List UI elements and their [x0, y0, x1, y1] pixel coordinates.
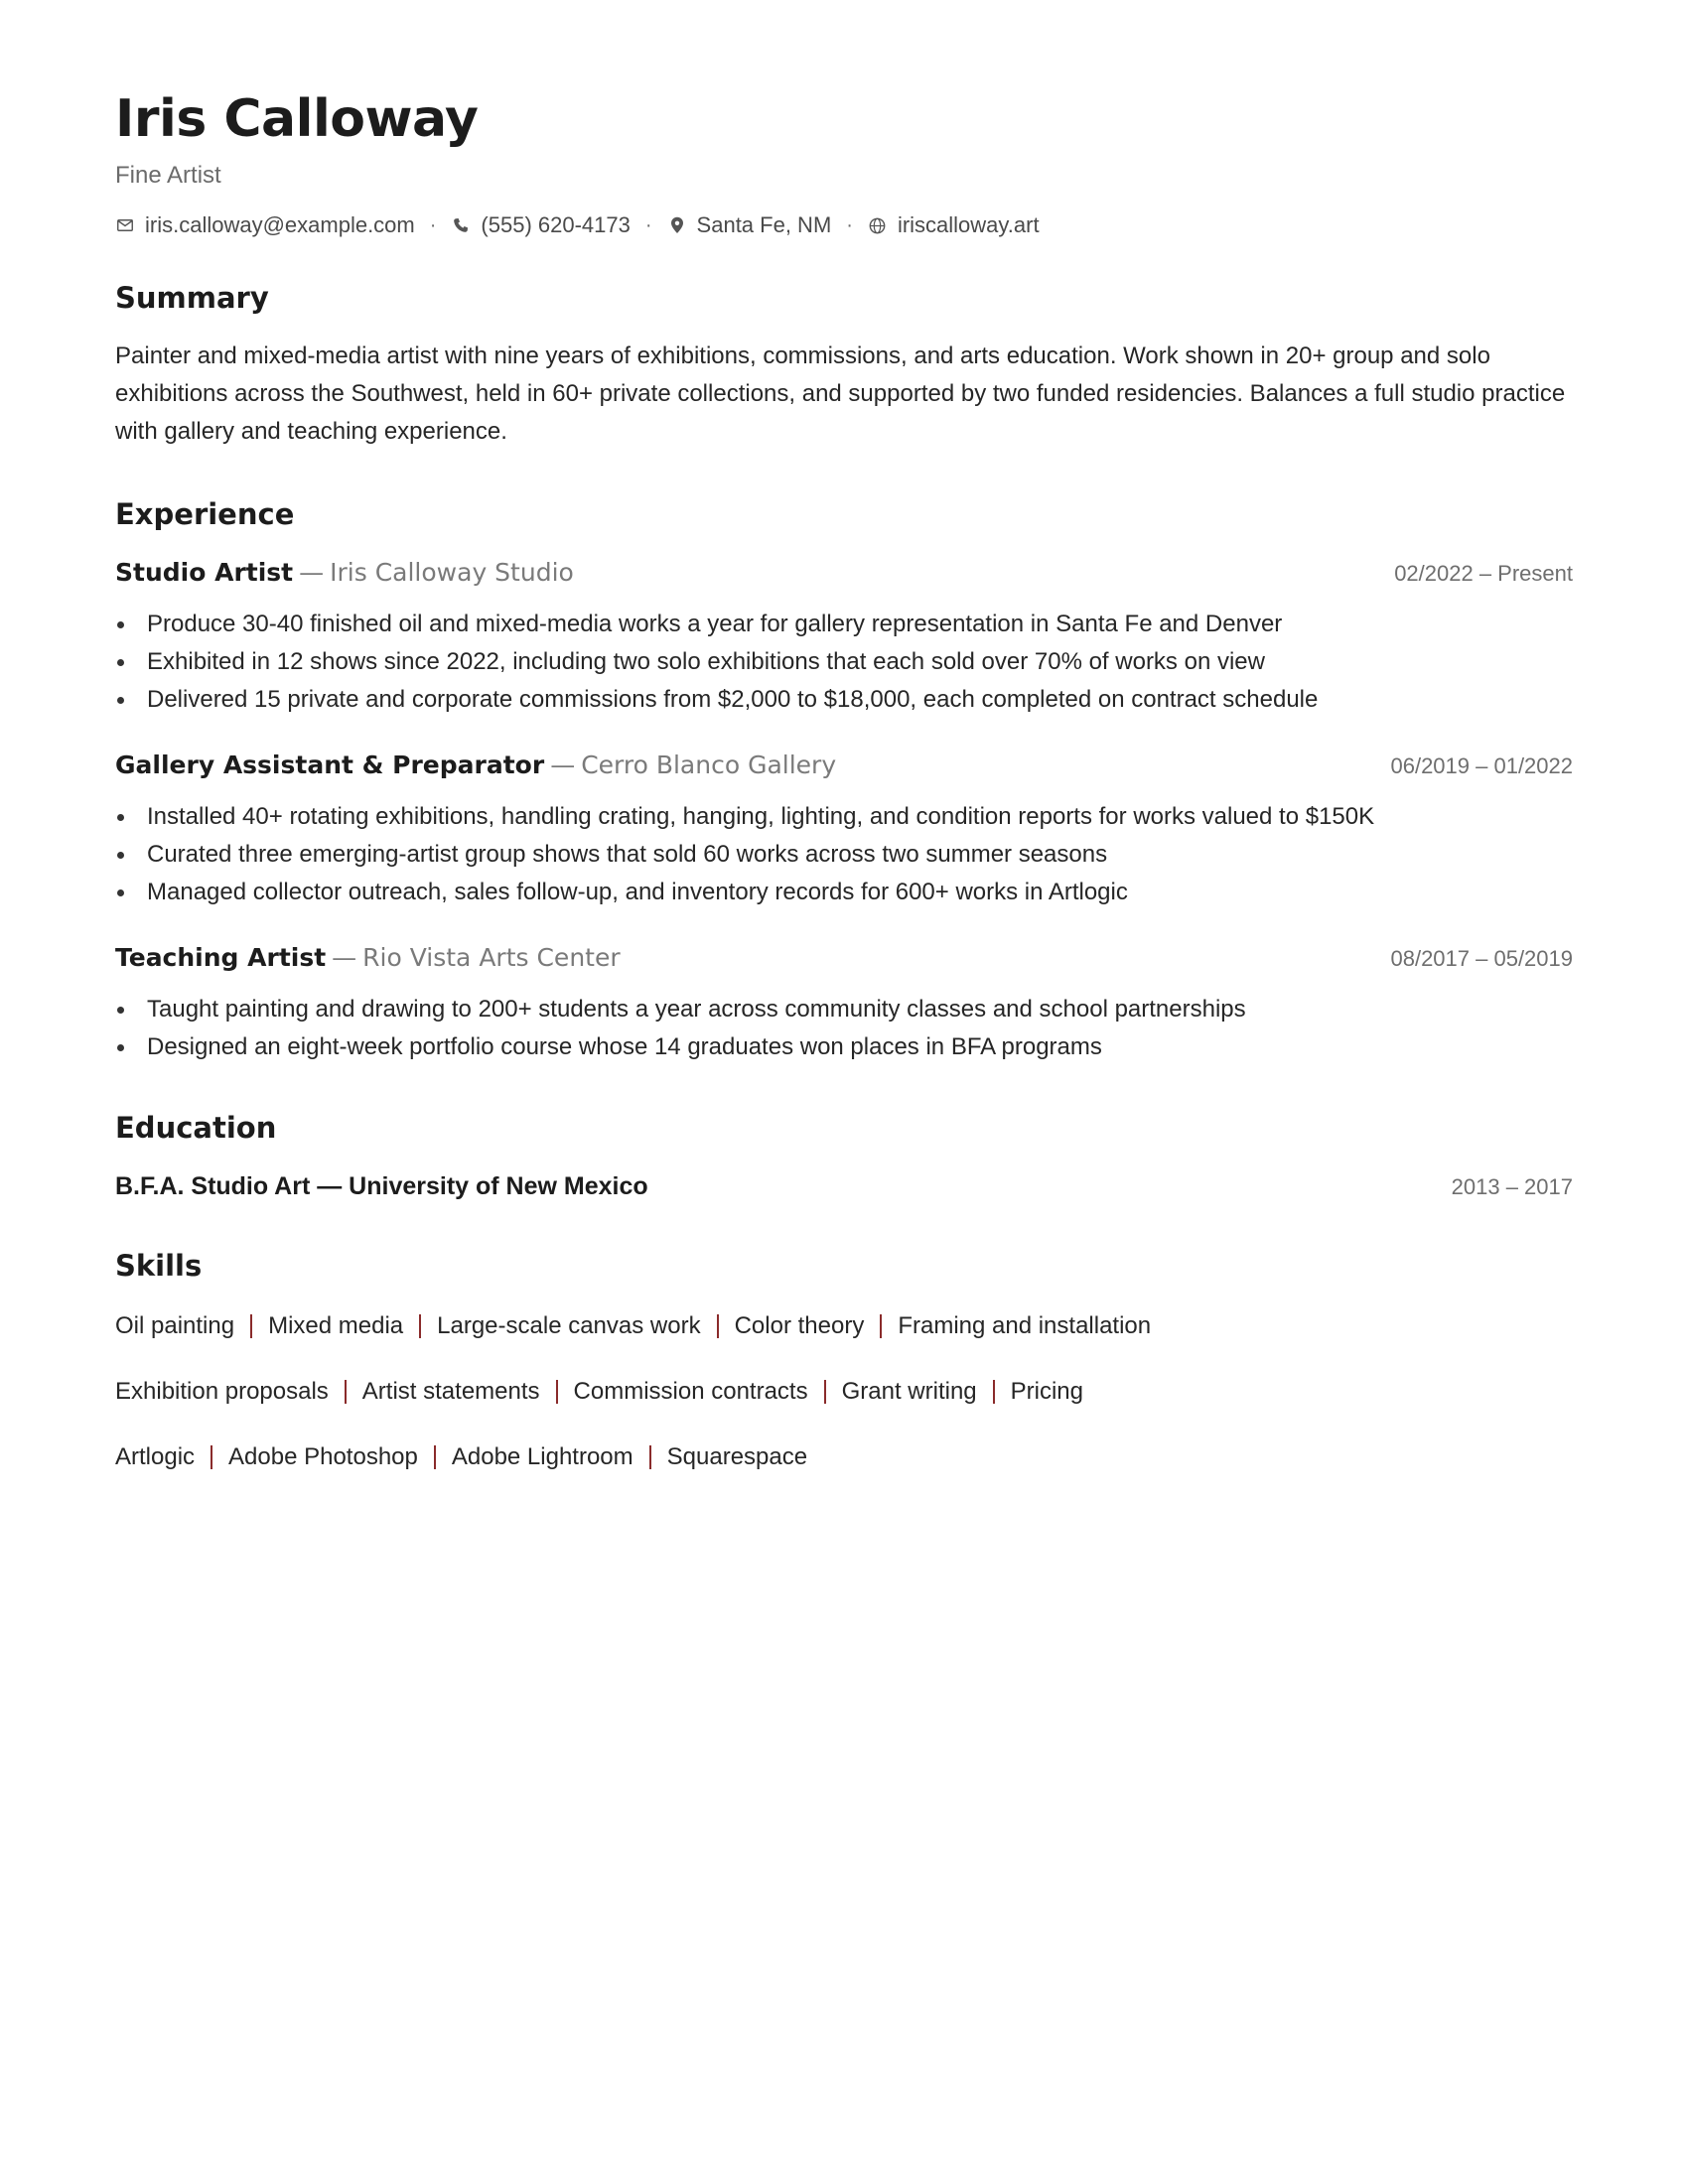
bullet-dot: [117, 697, 124, 704]
bullet-text: Exhibited in 12 shows since 2022, including two solo exhibitions that each sold over 70% of works on view: [147, 648, 1265, 675]
skill-separator: [880, 1314, 882, 1338]
job-bullets: [115, 606, 1573, 719]
job-header: [115, 941, 1573, 979]
job-dates: 02/2022 – Present: [1394, 561, 1573, 586]
contact-website[interactable]: [868, 210, 1040, 240]
job-title: Studio Artist: [115, 558, 294, 587]
skill-separator: [993, 1380, 995, 1404]
skill-separator: [345, 1380, 347, 1404]
bullet-dot: [117, 1044, 124, 1051]
job-dates: 06/2019 – 01/2022: [1390, 753, 1573, 778]
contact-email[interactable]: [115, 210, 415, 240]
skill-item: Adobe Lightroom: [451, 1443, 633, 1470]
job-entry: [115, 941, 1573, 1066]
education-entry: [115, 1169, 1573, 1204]
bullet-text: Curated three emerging-artist group shows that sold 60 works across two summer seasons: [147, 841, 1108, 868]
job-separator: —: [332, 943, 357, 972]
bullet-dot: [117, 852, 124, 859]
bullet-dot: [117, 1007, 124, 1014]
skills-row: [115, 1375, 1573, 1409]
job-organization: Cerro Blanco Gallery: [581, 751, 837, 779]
skills-row: [115, 1440, 1573, 1474]
job-bullet: [147, 643, 1573, 681]
job-dates: 08/2017 – 05/2019: [1390, 946, 1573, 971]
job-title: Teaching Artist: [115, 943, 327, 972]
job-header: [115, 749, 1573, 786]
job-header: [115, 556, 1573, 594]
education-heading: Education: [115, 1111, 277, 1145]
job-entry: [115, 556, 1573, 719]
skills-heading: Skills: [115, 1249, 203, 1283]
skill-item: Framing and installation: [898, 1312, 1152, 1339]
website-text: iriscalloway.art: [897, 212, 1040, 237]
bullet-text: Produce 30-40 finished oil and mixed-media works a year for gallery representation in Santa Fe and Denver: [147, 611, 1283, 637]
skill-item: Artist statements: [361, 1378, 540, 1405]
job-bullet: [147, 798, 1573, 836]
job-entry: [115, 749, 1573, 911]
job-bullet: [147, 606, 1573, 643]
education-dates: 2013 – 2017: [1451, 1174, 1573, 1199]
skill-item: Pricing: [1010, 1378, 1083, 1405]
job-separator: —: [550, 751, 576, 779]
skill-separator: [556, 1380, 558, 1404]
skill-separator: [824, 1380, 826, 1404]
job-bullet: [147, 836, 1573, 874]
job-bullets: [115, 991, 1573, 1066]
skill-item: Mixed media: [268, 1312, 404, 1339]
skill-item: Oil painting: [115, 1312, 235, 1339]
skill-item: Exhibition proposals: [115, 1378, 329, 1405]
bullet-text: Designed an eight-week portfolio course whose 14 graduates won places in BFA programs: [147, 1033, 1102, 1060]
bullet-dot: [117, 814, 124, 821]
contact-phone[interactable]: [451, 210, 630, 240]
job-organization: Rio Vista Arts Center: [362, 943, 621, 972]
bullet-text: Installed 40+ rotating exhibitions, handling crating, hanging, lighting, and condition reports for works valued to $150K: [147, 803, 1375, 830]
job-bullet: [147, 1028, 1573, 1066]
phone-text: (555) 620-4173: [481, 212, 631, 237]
education-degree: B.F.A. Studio Art — University of New Mexico: [115, 1172, 648, 1200]
skill-item: Color theory: [734, 1312, 865, 1339]
contact-location: [667, 210, 832, 240]
globe-icon: [868, 215, 888, 235]
job-bullets: [115, 798, 1573, 911]
bullet-text: Managed collector outreach, sales follow-up, and inventory records for 600+ works in Artlogic: [147, 879, 1128, 905]
bullet-text: Delivered 15 private and corporate commissions from $2,000 to $18,000, each completed on contract schedule: [147, 686, 1319, 713]
bullet-dot: [117, 889, 124, 896]
job-bullet: [147, 874, 1573, 911]
skill-item: Adobe Photoshop: [228, 1443, 418, 1470]
skill-separator: [250, 1314, 252, 1338]
mail-icon: [115, 215, 135, 235]
job-title: Gallery Assistant & Preparator: [115, 751, 545, 779]
skill-item: Commission contracts: [573, 1378, 808, 1405]
skill-separator: [434, 1445, 436, 1469]
contact-line: [115, 210, 1573, 240]
bullet-text: Taught painting and drawing to 200+ students a year across community classes and school partnerships: [147, 996, 1246, 1023]
contact-separator: ·: [429, 214, 437, 236]
skill-separator: [419, 1314, 421, 1338]
bullet-dot: [117, 621, 124, 628]
email-text: iris.calloway@example.com: [145, 212, 415, 237]
skill-item: Grant writing: [841, 1378, 977, 1405]
location-text: Santa Fe, NM: [696, 212, 832, 237]
skill-item: Squarespace: [666, 1443, 808, 1470]
bullet-dot: [117, 659, 124, 666]
job-bullet: [147, 991, 1573, 1028]
summary-heading: Summary: [115, 281, 269, 315]
phone-icon: [451, 215, 471, 235]
skill-separator: [717, 1314, 719, 1338]
job-bullet: [147, 681, 1573, 719]
candidate-name: Iris Calloway: [115, 89, 479, 149]
skill-separator: [649, 1445, 651, 1469]
candidate-role: Fine Artist: [115, 162, 221, 189]
summary-text: Painter and mixed-media artist with nine years of exhibitions, commissions, and arts education. Work shown in 20+ group and solo exhibitions across the Southwest, held in 60+ private collections, and supported by two funded residencies. Balances a full studio practice with gallery and teaching experience.: [115, 342, 1566, 445]
skill-separator: [211, 1445, 212, 1469]
map-pin-icon: [667, 215, 687, 235]
contact-separator: ·: [644, 214, 652, 236]
contact-separator: ·: [846, 214, 853, 236]
experience-heading: Experience: [115, 497, 295, 531]
job-organization: Iris Calloway Studio: [330, 558, 574, 587]
skill-item: Large-scale canvas work: [437, 1312, 701, 1339]
skills-row: [115, 1309, 1573, 1343]
skill-item: Artlogic: [115, 1443, 196, 1470]
job-separator: —: [299, 558, 325, 587]
